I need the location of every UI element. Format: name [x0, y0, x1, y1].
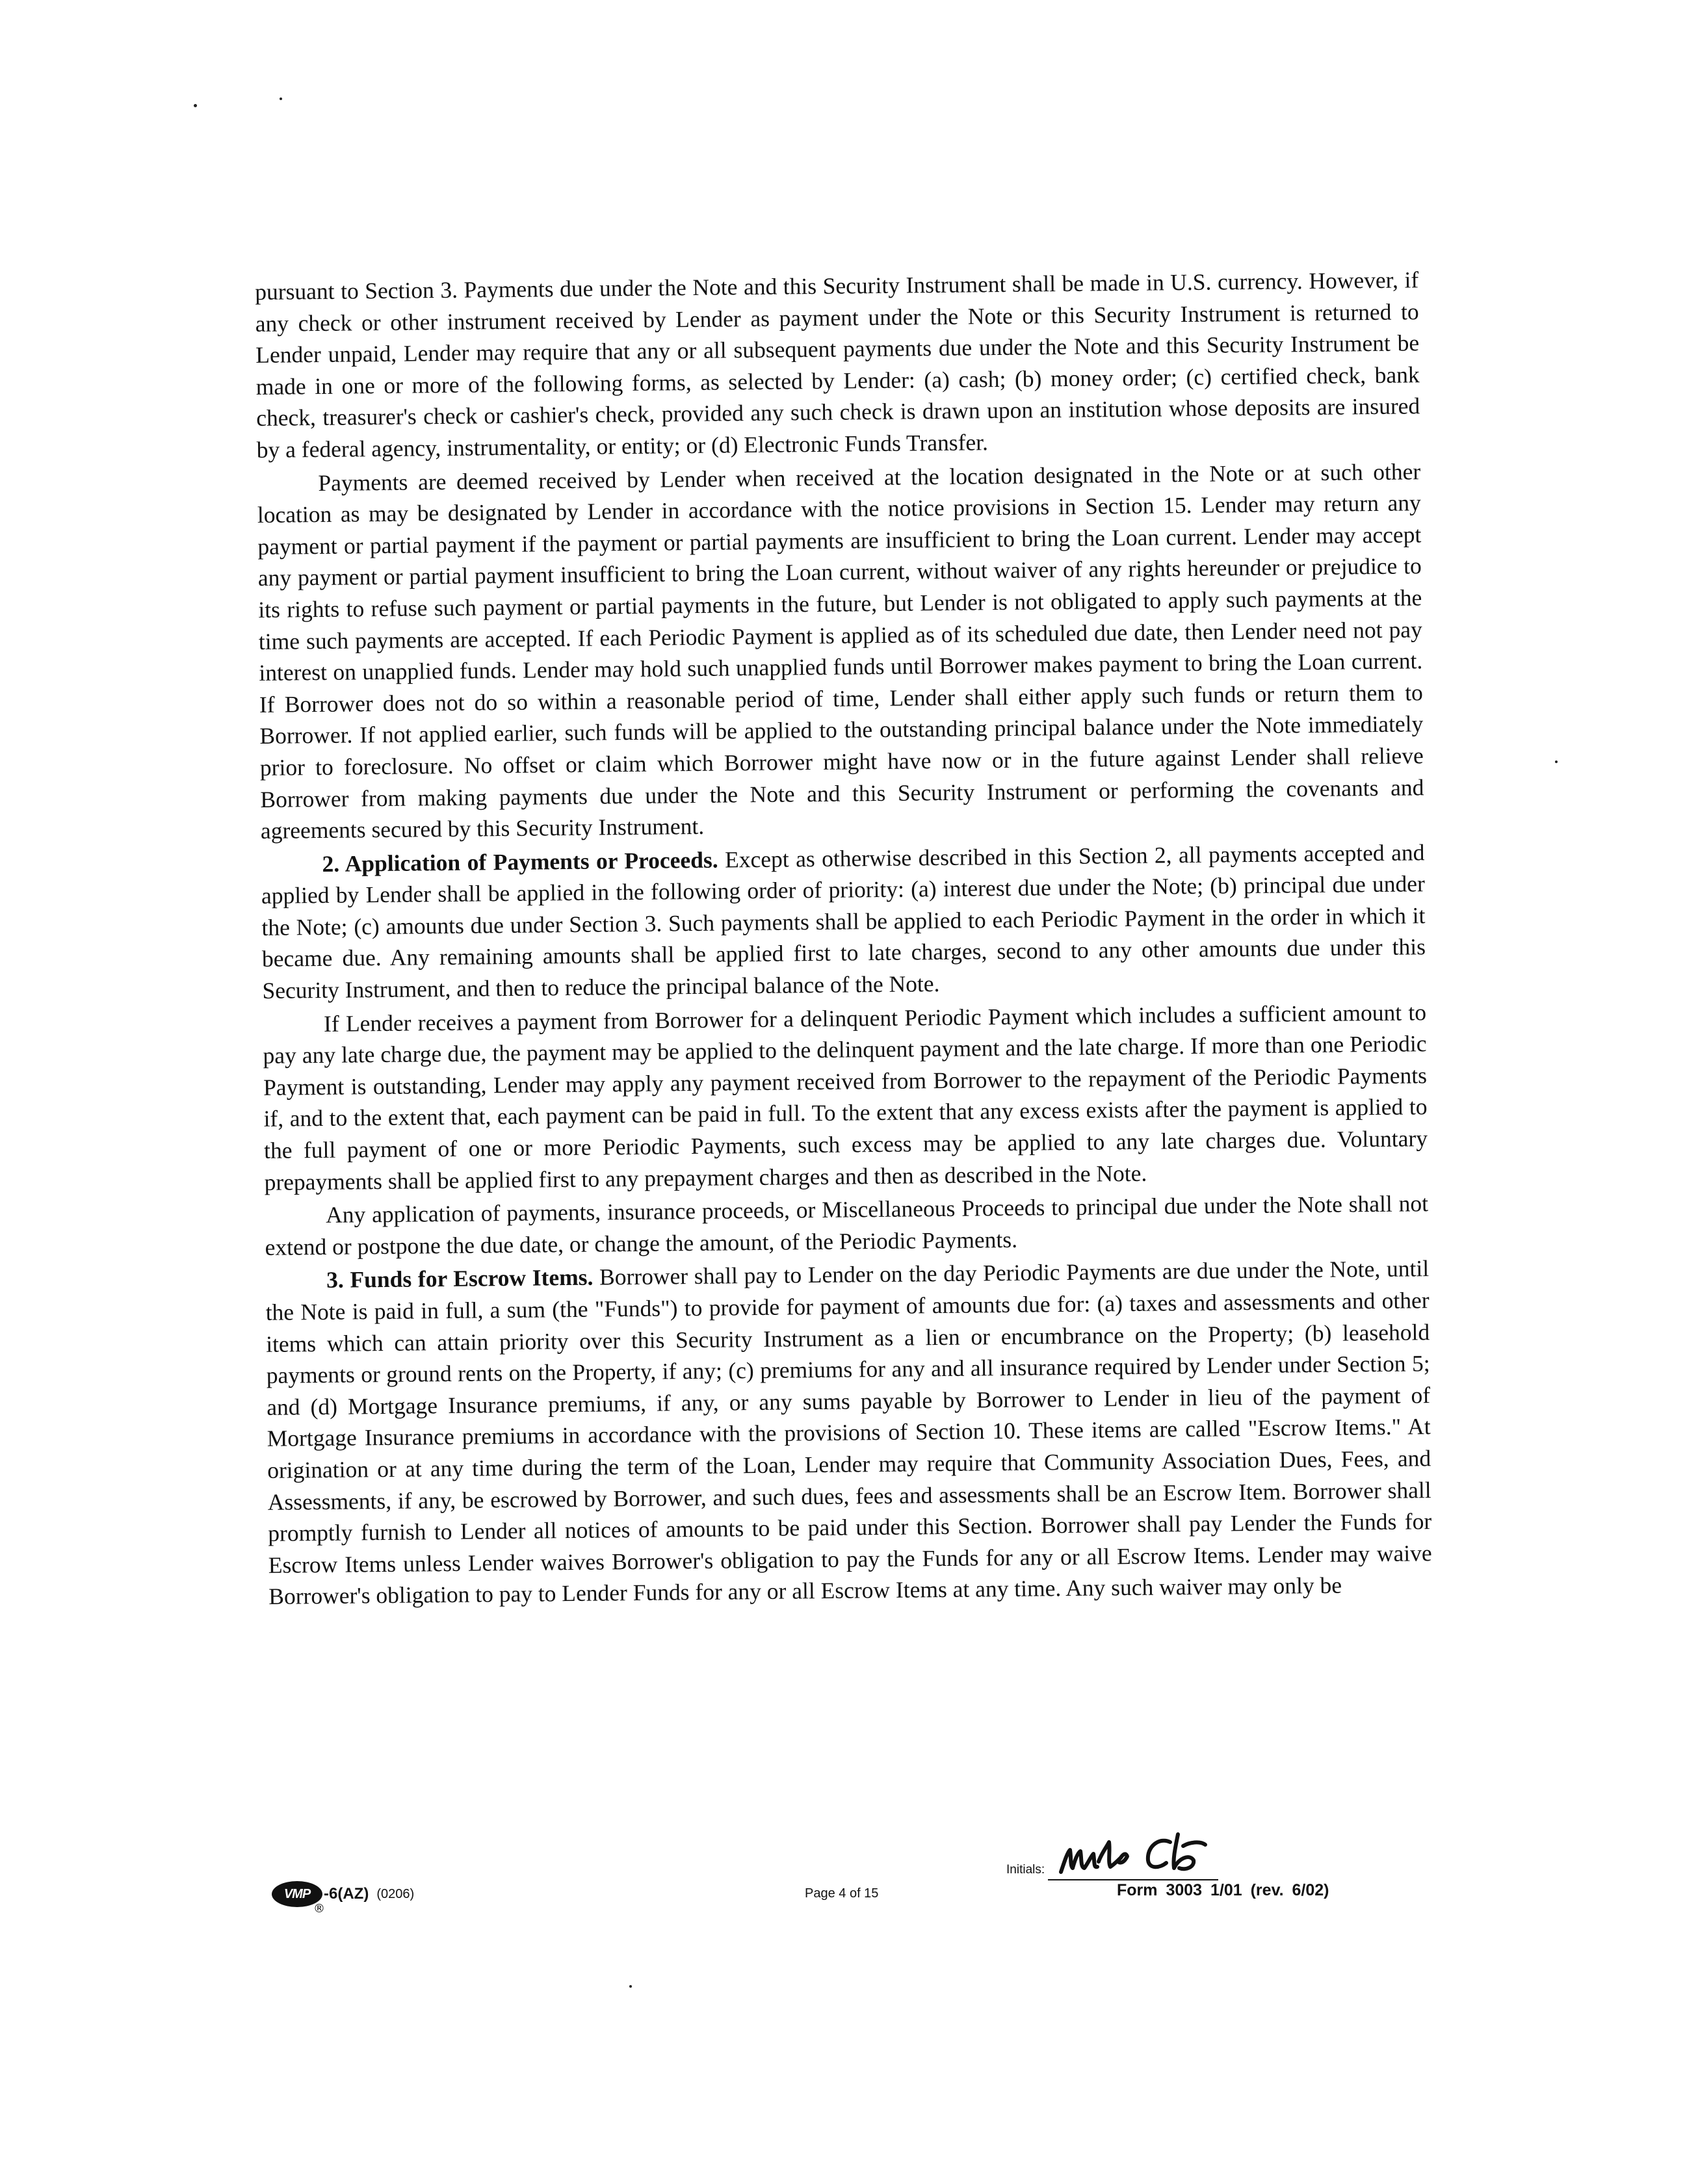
scan-speck: [194, 104, 197, 107]
paragraph-text: Payments are deemed received by Lender when received at the location designated in the Note or at such other location as may be designated by Lender in accordance with the notice provisions in Section 15. Lender may return any payment or partial payment if the payment or partial payments are insufficient to bring the Loan current. Lender may accept any payment or partial payment insufficient to bring the Loan current, without waiver of any rights hereunder or prejudice to its rights to refuse such payment or partial payments in the future, but Lender is not obligated to apply such payments at the time such payments are accepted. If each Periodic Payment is applied as of its scheduled due date, then Lender need not pay interest on unapplied funds. Lender may hold such unapplied funds until Borrower makes payment to bring the Loan current. If Borrower does not do so within a reasonable period of time, Lender shall either apply such funds or return them to Borrower. If not applied earlier, such funds will be applied to the outstanding principal balance under the Note immediately prior to foreclosure. No offset or claim which Borrower might have now or in the future against Lender shall relieve Borrower from making payments due under the Note and this Security Instrument or performing the covenants and agreements secured by this Security Instrument.: [257, 458, 1424, 844]
vmp-logo-icon: VMP: [272, 1881, 322, 1907]
initials-signature-icon: [1056, 1828, 1215, 1880]
paragraph-text: If Lender receives a payment from Borrower for a delinquent Periodic Payment which includes a sufficient amount to pay any late charge due, the payment may be applied to the delinquent payment and the late charge. If more than one Periodic Payment is outstanding, Lender may apply any payment received from Borrower to the repayment of the Periodic Payments if, and to the extent that, each payment can be paid in full. To the extent that any excess exists after the payment is applied to the full payment of one or more Periodic Payments, such excess may be applied to any late charges due. Voluntary prepayments shall be applied first to any prepayment charges and then as described in the Note.: [263, 998, 1428, 1195]
document-body: [255, 264, 1432, 1615]
scan-speck: [629, 1985, 632, 1988]
registered-mark: ®: [313, 1902, 325, 1916]
form-date: (0206): [376, 1886, 415, 1901]
form-id: Form 3003 1/01 (rev. 6/02): [1117, 1881, 1329, 1899]
paragraph-text: Any application of payments, insurance proceeds, or Miscellaneous Proceeds to principal due under the Note shall not extend or postpone the due date, or change the amount, of the Periodic Payments.: [265, 1190, 1429, 1260]
paragraph-2: [257, 456, 1424, 847]
page-number: Page 4 of 15: [805, 1886, 879, 1901]
paragraph-4: [263, 996, 1428, 1198]
paragraph-5: [265, 1188, 1429, 1263]
form-code: -6(AZ): [324, 1885, 369, 1903]
scan-speck: [1555, 760, 1558, 763]
initials-label: Initials:: [1006, 1863, 1045, 1877]
paragraph-1: [255, 264, 1420, 465]
scan-speck: [280, 98, 282, 100]
paragraph-text: pursuant to Section 3. Payments due under the Note and this Security Instrument shall be made in U.S. currency. However, if any check or other instrument received by Lender as payment under the Note or this Security Instrument is returned to Lender unpaid, Lender may require that any or all subsequent payments due under the Note and this Security Instrument be made in one or more of the following forms, as selected by Lender: (a) cash; (b) money order; (c) certified check, bank check, treasurer's check or cashier's check, provided any such check is drawn upon an institution whose deposits are insured by a federal agency, instrumentality, or entity; or (d) Electronic Funds Transfer.: [255, 266, 1420, 463]
section-3-paragraph: [265, 1253, 1432, 1613]
section-heading: 3. Funds for Escrow Items.: [326, 1264, 594, 1294]
form-logo-block: [272, 1881, 414, 1907]
paragraph-text: Except as otherwise described in this Section 2, all payments accepted and applied by Lender shall be applied in the following order of priority: (a) interest due under the Note; (b) principal due under the Note; (c) amounts due under Section 3. Such payments shall be applied to each Periodic Payment in the order in which it became due. Any remaining amounts shall be applied first to late charges, second to any other amounts due under this Security Instrument, and then to reduce the principal balance of the Note.: [261, 838, 1426, 1004]
section-2-paragraph: [261, 837, 1426, 1007]
paragraph-text: Borrower shall pay to Lender on the day Periodic Payments are due under the Note, until the Note is paid in full, a sum (the "Funds") to provide for payment of amounts due for: (a) taxes and assessments and other items which can attain priority over this Security Instrument as a lien or encumbrance on the Property; (b) leasehold payments or ground rents on the Property, if any; (c) premiums for any and all insurance required by Lender under Section 5; and (d) Mortgage Insurance premiums, if any, or any sums payable by Borrower to Lender in lieu of the payment of Mortgage Insurance premiums in accordance with the provisions of Section 10. These items are called "Escrow Items." At origination or at any time during the term of the Loan, Lender may require that Community Association Dues, Fees, and Assessments, if any, be escrowed by Borrower, and such dues, fees and assessments shall be an Escrow Item. Borrower shall promptly furnish to Lender all notices of amounts to be paid under this Section. Borrower shall pay Lender the Funds for Escrow Items unless Lender waives Borrower's obligation to pay the Funds for any or all Escrow Items. Lender may waive Borrower's obligation to pay to Lender Funds for any or all Escrow Items at any time. Any such waiver may only be: [265, 1255, 1432, 1610]
section-heading: 2. Application of Payments or Proceeds.: [322, 846, 718, 877]
